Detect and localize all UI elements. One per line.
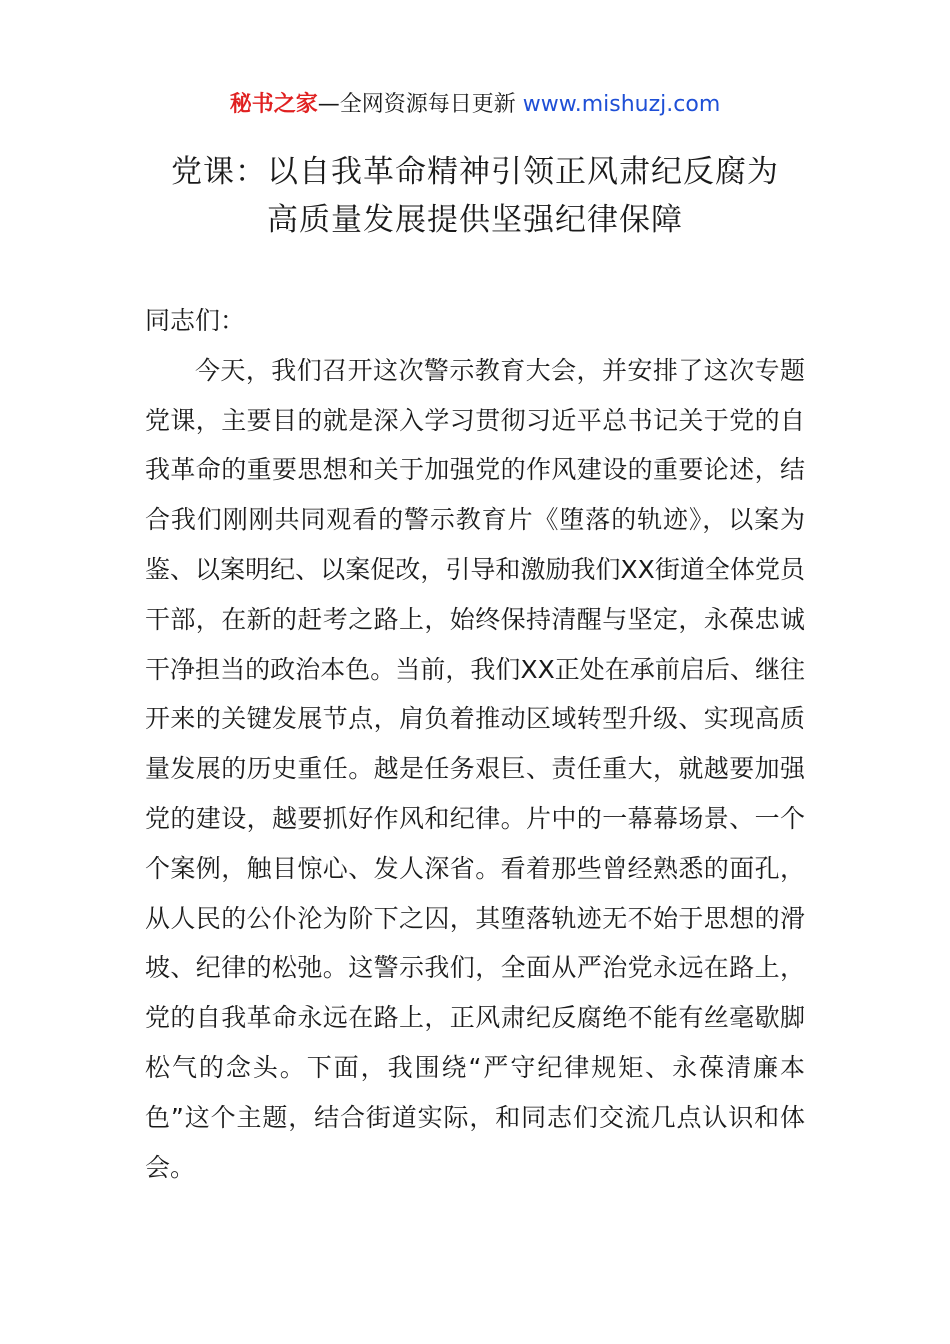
site-header (0, 88, 950, 122)
document-title (0, 148, 950, 244)
document-body (145, 296, 805, 1192)
site-url-link[interactable]: www.mishuzj.com (522, 92, 721, 117)
header-tagline: —全网资源每日更新 (317, 92, 516, 117)
salutation: 同志们： (145, 306, 246, 335)
brand-name: 秘书之家 (229, 92, 318, 117)
body-paragraph: 今天，我们召开这次警示教育大会，并安排了这次专题党课，主要目的就是深入学习贯彻习近平总书记关于党的自我革命的重要思想和关于加强党的作风建设的重要论述，结合我们刚刚共同观看的警示教育片《堕落的轨迹》，以案为鉴、以案明纪、以案促改，引导和激励我们XX街道全体党员干部，在新的赶考之路上，始终保持清醒与坚定，永葆忠诚干净担当的政治本色。当前，我们XX正处在承前启后、继往开来的关键发展节点，肩负着推动区域转型升级、实现高质量发展的历史重任。越是任务艰巨、责任重大，就越要加强党的建设，越要抓好作风和纪律。片中的一幕幕场景、一个个案例，触目惊心、发人深省。看着那些曾经熟悉的面孔，从人民的公仆沦为阶下之囚，其堕落轨迹无不始于思想的滑坡、纪律的松弛。这警示我们，全面从严治党永远在路上，党的自我革命永远在路上，正风肃纪反腐绝不能有丝毫歇脚松气的念头。下面，我围绕“严守纪律规矩、永葆清廉本色”这个主题，结合街道实际，和同志们交流几点认识和体会。 (145, 355, 805, 1182)
title-line-2: 高质量发展提供坚强纪律保障 (267, 202, 683, 238)
title-line-1: 党课：以自我革命精神引领正风肃纪反腐为 (171, 154, 779, 190)
